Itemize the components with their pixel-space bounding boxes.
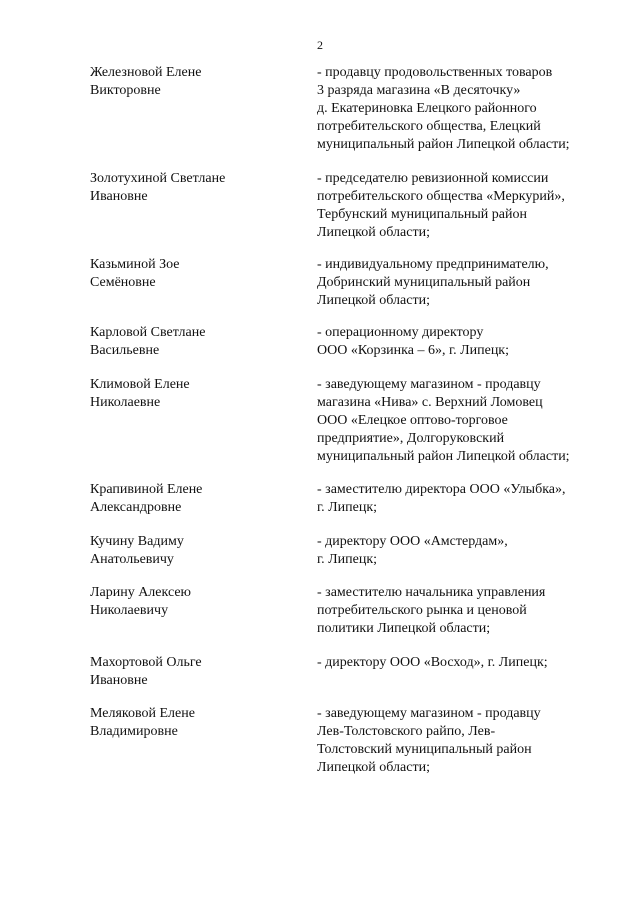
description-line: ООО «Елецкое оптово-торговое — [317, 413, 508, 428]
name-line: Карловой Светлане — [90, 325, 206, 340]
description-line: предприятие», Долгоруковский — [317, 431, 505, 446]
name-line: Васильевне — [90, 343, 160, 358]
name-line: Семёновне — [90, 275, 156, 290]
description-line: муниципальный район Липецкой области; — [317, 449, 570, 464]
description-line: Добринский муниципальный район — [317, 275, 531, 290]
position-description — [317, 481, 617, 517]
description-line: Лев-Толстовского райпо, Лев- — [317, 724, 496, 739]
person-name — [90, 64, 290, 100]
description-line: Тербунский муниципальный район — [317, 207, 527, 222]
position-description — [317, 64, 617, 154]
name-line: Ларину Алексею — [90, 585, 192, 600]
description-line: ООО «Корзинка – 6», г. Липецк; — [317, 343, 510, 358]
name-line: Ивановне — [90, 673, 148, 688]
name-line: Ивановне — [90, 189, 148, 204]
description-line: Толстовский муниципальный район — [317, 742, 532, 757]
position-description — [317, 170, 617, 242]
person-name — [90, 376, 290, 412]
position-description — [317, 705, 617, 777]
description-line: г. Липецк; — [317, 500, 378, 515]
position-description — [317, 256, 617, 310]
description-line: магазина «Нива» с. Верхний Ломовец — [317, 395, 543, 410]
position-description — [317, 654, 617, 672]
person-name — [90, 170, 290, 206]
position-description — [317, 584, 617, 638]
description-line: - директору ООО «Восход», г. Липецк; — [317, 655, 548, 670]
name-line: Климовой Елене — [90, 377, 190, 392]
position-description — [317, 376, 617, 466]
person-name — [90, 584, 290, 620]
description-line: Липецкой области; — [317, 293, 430, 308]
description-line: потребительского общества «Меркурий», — [317, 189, 565, 204]
name-line: Махортовой Ольге — [90, 655, 202, 670]
description-line: политики Липецкой области; — [317, 621, 491, 636]
description-line: - директору ООО «Амстердам», — [317, 534, 508, 549]
description-line: - операционному директору — [317, 325, 484, 340]
name-line: Николаевичу — [90, 603, 169, 618]
description-line: Липецкой области; — [317, 225, 430, 240]
name-line: Анатольевичу — [90, 552, 174, 567]
description-line: - заместителю директора ООО «Улыбка», — [317, 482, 566, 497]
name-line: Кучину Вадиму — [90, 534, 184, 549]
name-line: Казьминой Зое — [90, 257, 180, 272]
person-name — [90, 705, 290, 741]
name-line: Золотухиной Светлане — [90, 171, 226, 186]
name-line: Викторовне — [90, 83, 161, 98]
description-line: - заместителю начальника управления — [317, 585, 546, 600]
description-line: г. Липецк; — [317, 552, 378, 567]
description-line: муниципальный район Липецкой области; — [317, 137, 570, 152]
person-name — [90, 324, 290, 360]
description-line: - председателю ревизионной комиссии — [317, 171, 549, 186]
description-line: 3 разряда магазина «В десяточку» — [317, 83, 521, 98]
name-line: Меляковой Елене — [90, 706, 195, 721]
description-line: потребительского рынка и ценовой — [317, 603, 527, 618]
description-line: - индивидуальному предпринимателю, — [317, 257, 549, 272]
position-description — [317, 324, 617, 360]
position-description — [317, 533, 617, 569]
description-line: потребительского общества, Елецкий — [317, 119, 541, 134]
person-name — [90, 481, 290, 517]
name-line: Николаевне — [90, 395, 161, 410]
description-line: Липецкой области; — [317, 760, 430, 775]
person-name — [90, 654, 290, 690]
name-line: Железновой Елене — [90, 65, 202, 80]
page-number: 2 — [317, 38, 323, 52]
person-name — [90, 533, 290, 569]
name-line: Крапивиной Елене — [90, 482, 203, 497]
name-line: Владимировне — [90, 724, 178, 739]
description-line: - продавцу продовольственных товаров — [317, 65, 553, 80]
name-line: Александровне — [90, 500, 182, 515]
description-line: д. Екатериновка Елецкого районного — [317, 101, 537, 116]
person-name — [90, 256, 290, 292]
description-line: - заведующему магазином - продавцу — [317, 706, 541, 721]
description-line: - заведующему магазином - продавцу — [317, 377, 541, 392]
